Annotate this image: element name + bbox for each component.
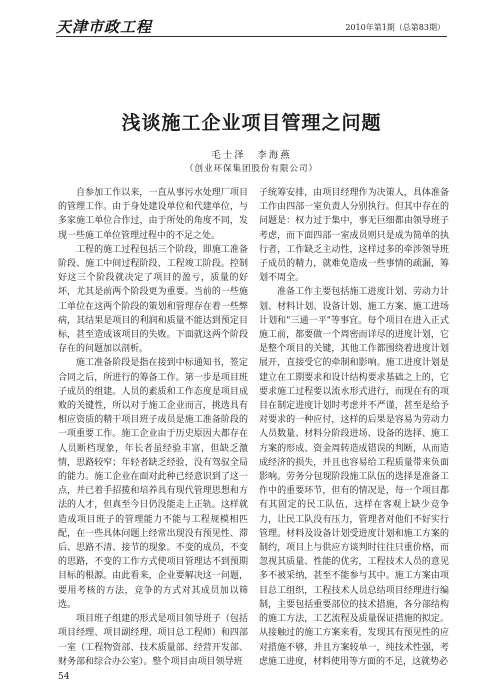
paragraph: 准备工作主要包括施工进度计划、劳动力计划、材料计划、设备计划、施工方案、施工进场计划和"三通一平"等事宜。每个项目在进入正式施工前，都要做一个周密而详尽的进度计划，它是整个项目的关键，其他工作都围绕着进度计划展开，直接受它的牵制和影响。施工进度计划是建立在工期要求和设计结构要求基础之上的，它要求施工过程要以流水形式进行，而现在有的项目在制定进度计划时考虑并不严谨，甚至是给予对要求的一种应付，这样的后果是容易为劳动力人员数量、材料分阶段进场、设备的选择、施工方案的形成、资金周转造成错误的判断，从而造成经济的损失，并且也容易给工程质量带来负面影响。劳务分包现阶段施工队伍的选择是准备工作中的重要环节，但有的情况是，每一个项目都有其固定的民工队伍，这样在客观上缺少竞争力，让民工队没有压力，管理者对他们不好实行管理。材料及设备计划受进度计划和施工方案的制约，项目上与供应方谈判时往往只重价格，而忽视其质量、性能的优劣，工程技术人员的意见多不被采纳，甚至不能参与其中。施工方案由项目总工组织，工程技术人员总结项目经理进行编制，主要包括重要部位的技术措施，各分部结构的施工方法，工艺流程及质量保证措施的拟定。从接触过的施工方案来看，发现其有预见性的应对措施不够，并且方案较单一，纯技术性强，考虑施工进度，材料使用等方面的不足，这就势必: [259, 287, 449, 667]
author-affiliation: （创业环保集团股份有限公司）: [184, 164, 318, 174]
left-column: [58, 186, 248, 669]
paragraph: 自参加工作以来，一直从事污水处理厂项目的管理工作。由于身处建设单位和代建单位，与多家施工单位合作过，由于所处的角度不同，发现一些施工单位管理过程中的不足之处。: [58, 188, 248, 241]
article-authors: 毛士泽 李海燕: [211, 150, 292, 161]
right-column: [259, 186, 449, 669]
paragraph: 工程的施工过程包括三个阶段，即施工准备阶段、施工中间过程阶段、工程竣工阶段。控制好这三个阶段就决定了项目的盈亏，质量的好坏，尤其是前两个阶段更为重要。当前的一些施工单位在这两个阶段的策划和管理存在着一些弊病，其结果是项目的利润和质量不能达到预定目标，甚至造成该项目的失败。下面就这两个阶段存在的问题加以剖析。: [58, 244, 248, 355]
issue-info: 2010年第1期（总第83期）: [345, 23, 445, 32]
paragraph-continued: 子统筹安排，由项目经理作为决策人，具体准备工作由四部一室负责人分别执行。但其中存在的问题是：权力过于集中，事无巨细都由领导班子考虑，而下面四部一室成员则只是成为简单的执行者，工作缺乏主动性，这样过多的牵涉领导班子成员的精力，就难免造成一些事情的疏漏，筹划不周全。: [259, 188, 449, 284]
paragraph: 项目班子组建的形式是项目领导班子（包括项目经理、项目副经理、项目总工程师）和四部一室（工程物资部、技术质量部、经营开发部、财务部和综合办公室）。整个项目由项目领导班: [58, 614, 248, 667]
header-divider: [56, 36, 447, 37]
journal-logo: 天津市政工程: [56, 18, 153, 36]
paragraph: 施工准备阶段是指在接到中标通知书，签定合同之后，所进行的筹备工作。第一步是项目班子成员的组建。人员的素质和工作态度是项目成败的关键性，所以对于施工企业而言，挑选具有相应资质的精干项目班子成员是施工准备阶段的一项重要工作。施工企业由于历史原因大都存在人员断档现象，年长者虽经验丰富，但缺乏激情，思路较窄；年轻者缺乏经验，没有驾驭全局的能力。施工企业在面对此种已经意识到了这一点，并已着手招揽和培养具有现代管理思想和方法的人才，但真至今日仍没能走上正轨。这样就造成项目班子的管理能力不能与工程规模相匹配，在一些具体问题上经常出现没有预见性、滞后、思路不清、接节的现象。不变的成员，不变的思路，不变的工作方式使项目管理达不到预期目标的根源。由此看来，企业要解决这一问题，要用考核的方法，竞争的方式对其成员加以筛选。: [58, 358, 248, 610]
page-number: 54: [58, 672, 70, 682]
article-title: 浅谈施工企业项目管理之问题: [121, 112, 382, 134]
